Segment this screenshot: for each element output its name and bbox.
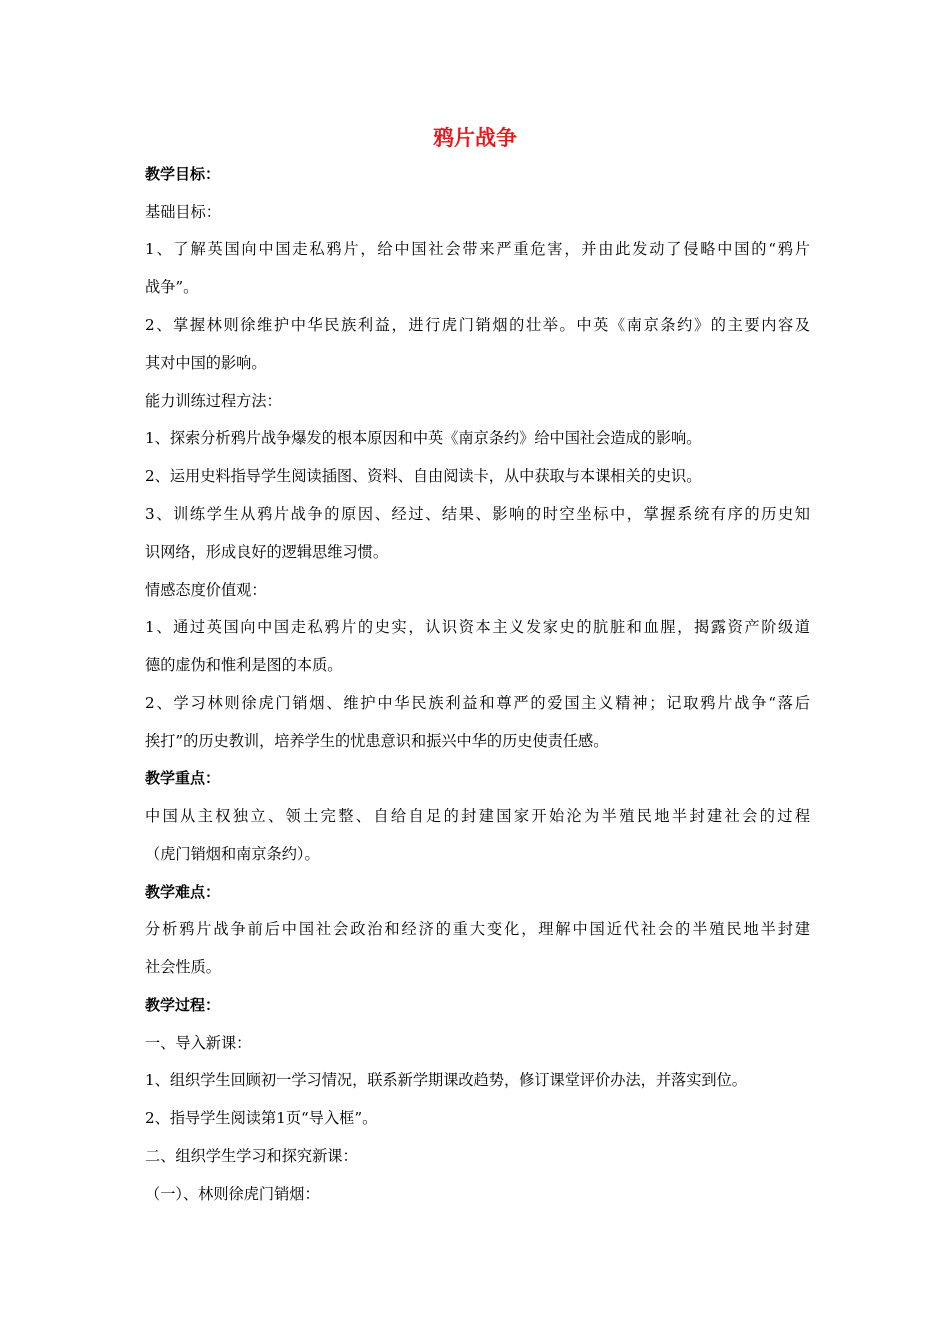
paragraph-line: （虎门销烟和南京条约）。 [145, 845, 320, 863]
section-heading-process: 教学过程： [145, 996, 221, 1014]
subheading-lin-zexu: （一）、林则徐虎门销烟： [145, 1185, 320, 1203]
paragraph-line: 中国从主权独立、领土完整、自给自足的封建国家开始沦为半殖民地半封建社会的过程 [145, 807, 810, 825]
section-heading-difficulties: 教学难点： [145, 883, 221, 901]
page-title: 鸦片战争 [433, 126, 517, 150]
subheading-introduction: 一、导入新课： [145, 1034, 252, 1052]
paragraph-line: 1、了解英国向中国走私鸦片，给中国社会带来严重危害，并由此发动了侵略中国的“鸦片 [145, 240, 810, 258]
paragraph-line: 1、探索分析鸦片战争爆发的根本原因和中英《南京条约》给中国社会造成的影响。 [145, 429, 702, 447]
subheading-attitude-values: 情感态度价值观： [145, 581, 267, 599]
paragraph-line: 2、掌握林则徐维护中华民族利益，进行虎门销烟的壮举。中英《南京条约》的主要内容及 [145, 316, 810, 334]
paragraph-line: 2、运用史料指导学生阅读插图、资料、自由阅读卡，从中获取与本课相关的史识。 [145, 467, 702, 485]
section-heading-objectives: 教学目标： [145, 165, 221, 183]
paragraph-line: 分析鸦片战争前后中国社会政治和经济的重大变化，理解中国近代社会的半殖民地半封建 [145, 920, 810, 938]
paragraph-line: 1、通过英国向中国走私鸦片的史实，认识资本主义发家史的肮脏和血腥，揭露资产阶级道 [145, 618, 810, 636]
paragraph-line: 社会性质。 [145, 958, 221, 976]
subheading-ability-training: 能力训练过程方法： [145, 392, 282, 410]
paragraph-line: 1、组织学生回顾初一学习情况，联系新学期课改趋势，修订课堂评价办法，并落实到位。 [145, 1071, 747, 1089]
subheading-new-lesson: 二、组织学生学习和探究新课： [145, 1147, 358, 1165]
paragraph-line: 挨打”的历史教训，培养学生的忧患意识和振兴中华的历史使责任感。 [145, 732, 609, 750]
paragraph-line: 其对中国的影响。 [145, 354, 267, 372]
section-heading-key-points: 教学重点： [145, 769, 221, 787]
paragraph-line: 识网络，形成良好的逻辑思维习惯。 [145, 543, 388, 561]
paragraph-line: 2、学习林则徐虎门销烟、维护中华民族利益和尊严的爱国主义精神；记取鸦片战争“落后 [145, 694, 810, 712]
paragraph-line: 3、训练学生从鸦片战争的原因、经过、结果、影响的时空坐标中，掌握系统有序的历史知 [145, 505, 810, 523]
subheading-basic-objectives: 基础目标： [145, 203, 221, 221]
paragraph-line: 德的虚伪和惟利是图的本质。 [145, 656, 343, 674]
paragraph-line: 战争”。 [145, 278, 199, 296]
paragraph-line: 2、指导学生阅读第1页“导入框”。 [145, 1109, 378, 1127]
